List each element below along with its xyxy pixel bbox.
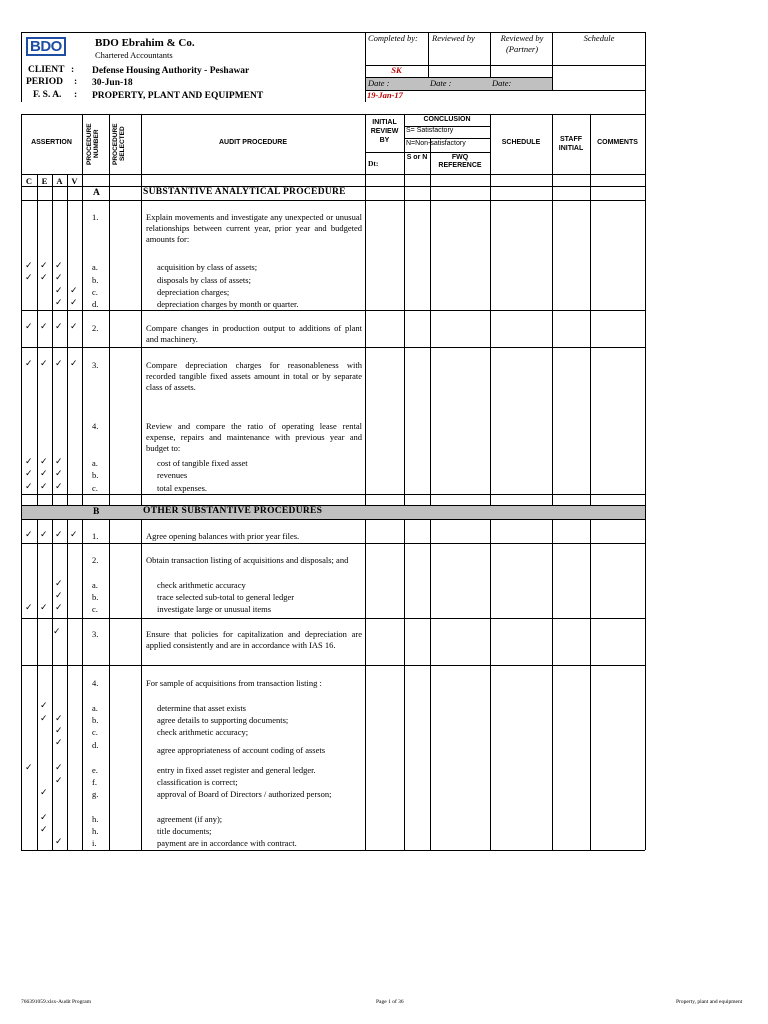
section-a-title: SUBSTANTIVE ANALYTICAL PROCEDURE — [143, 187, 346, 197]
check-mark-icon: ✓ — [55, 837, 63, 847]
non-satisfactory-legend: N=Non-satisfactory — [406, 140, 466, 147]
check-mark-icon: ✓ — [55, 579, 63, 589]
proc-b4-h2-num: h. — [92, 826, 99, 836]
procedure-selected-header: PROCEDURE SELECTED — [112, 123, 126, 165]
completed-by-label: Completed by: — [368, 33, 418, 43]
check-mark-icon: ✓ — [25, 469, 33, 479]
proc-a1-b-text: disposals by class of assets; — [157, 275, 251, 285]
proc-a1-d-text: depreciation charges by month or quarter. — [157, 299, 299, 309]
reviewed-by-label: Reviewed by — [432, 33, 475, 43]
check-mark-icon: ✓ — [40, 813, 48, 823]
proc-a4-c-num: c. — [92, 483, 98, 493]
check-mark-icon: ✓ — [40, 603, 48, 613]
check-mark-icon: ✓ — [55, 726, 63, 736]
fsa-value: PROPERTY, PLANT AND EQUIPMENT — [92, 91, 264, 101]
proc-b3-text: Ensure that policies for capitalization and depreciation are applied consistently and are in accordance with IAS 16. — [146, 629, 362, 651]
check-mark-icon: ✓ — [40, 261, 48, 271]
proc-b1-number: 1. — [92, 531, 99, 541]
satisfactory-legend: S= Satisfactory — [406, 127, 454, 134]
proc-b4-a-text: determine that asset exists — [157, 703, 246, 713]
proc-a1-a-text: acquisition by class of assets; — [157, 262, 258, 272]
footer-page-number: Page 1 of 36 — [376, 999, 404, 1005]
proc-a1-c-num: c. — [92, 287, 98, 297]
check-mark-icon: ✓ — [70, 298, 78, 308]
assertion-a: A — [56, 176, 63, 186]
check-mark-icon: ✓ — [25, 273, 33, 283]
client-value: Defense Housing Authority - Peshawar — [92, 66, 250, 76]
proc-b4-f-num: f. — [92, 777, 97, 787]
proc-a2-text: Compare changes in production output to additions of plant and machinery. — [146, 323, 362, 345]
conclusion-header: CONCLUSION — [423, 116, 471, 123]
proc-b4-h-num: h. — [92, 814, 99, 824]
proc-b4-e-text: entry in fixed asset register and general ledger. — [157, 765, 316, 775]
proc-a1-a-num: a. — [92, 262, 98, 272]
proc-a4-a-text: cost of tangible fixed asset — [157, 458, 248, 468]
proc-a1-b-num: b. — [92, 275, 99, 285]
proc-a4-number: 4. — [92, 421, 99, 431]
check-mark-icon: ✓ — [25, 261, 33, 271]
check-mark-icon: ✓ — [55, 603, 63, 613]
fsa-label: F. S. A. — [33, 90, 62, 100]
bdo-logo: BDO — [26, 37, 66, 56]
schedule-label: Schedule — [583, 33, 615, 43]
proc-a3-number: 3. — [92, 360, 99, 370]
check-mark-icon: ✓ — [55, 322, 63, 332]
period-colon: : — [74, 77, 78, 87]
check-mark-icon: ✓ — [25, 457, 33, 467]
check-mark-icon: ✓ — [25, 322, 33, 332]
check-mark-icon: ✓ — [25, 359, 33, 369]
proc-b2-number: 2. — [92, 555, 99, 565]
date-label-2: Date : — [430, 78, 452, 88]
proc-b4-c-text: check arithmetic accuracy; — [157, 727, 249, 737]
proc-a4-b-text: revenues — [157, 470, 188, 480]
check-mark-icon: ✓ — [70, 530, 78, 540]
schedule-header: SCHEDULE — [501, 139, 541, 146]
check-mark-icon: ✓ — [40, 457, 48, 467]
proc-b3-number: 3. — [92, 629, 99, 639]
check-mark-icon: ✓ — [40, 825, 48, 835]
check-mark-icon: ✓ — [70, 359, 78, 369]
proc-b4-i-text: payment are in accordance with contract. — [157, 838, 297, 848]
proc-a1-text: Explain movements and investigate any unexpected or unusual relationships between current year, prior year and budgeted amounts for: — [146, 212, 362, 245]
proc-b2-c-text: investigate large or unusual items — [157, 604, 272, 614]
proc-b1-text: Agree opening balances with prior year files. — [146, 531, 300, 541]
check-mark-icon: ✓ — [40, 482, 48, 492]
procedure-number-header: PROCEDURE NUMBER — [86, 123, 100, 165]
proc-b2-b-num: b. — [92, 592, 99, 602]
proc-b4-a-num: a. — [92, 703, 98, 713]
initial-review-header: INITIAL REVIEW BY — [370, 119, 399, 144]
proc-b2-b-text: trace selected sub-total to general ledger — [157, 592, 295, 602]
proc-b4-h2-text: title documents; — [157, 826, 212, 836]
proc-a4-c-text: total expenses. — [157, 483, 208, 493]
proc-b4-d-num: d. — [92, 740, 99, 750]
proc-a4-b-num: b. — [92, 470, 99, 480]
check-mark-icon: ✓ — [55, 469, 63, 479]
proc-a4-a-num: a. — [92, 458, 98, 468]
section-a-letter: A — [93, 188, 100, 198]
check-mark-icon: ✓ — [70, 322, 78, 332]
fsa-colon: : — [74, 90, 78, 100]
section-b-title: OTHER SUBSTANTIVE PROCEDURES — [143, 506, 323, 516]
initials: SK — [391, 65, 402, 75]
audit-procedure-header: AUDIT PROCEDURE — [218, 139, 288, 146]
check-mark-icon: ✓ — [55, 530, 63, 540]
comments-header: COMMENTS — [597, 139, 638, 146]
assertion-e: E — [41, 176, 48, 186]
proc-a4-text: Review and compare the ratio of operating lease rental expense, repairs and maintenance with previous year and budget to: — [146, 421, 362, 454]
dt-label: Dt: — [368, 159, 379, 168]
proc-a1-d-num: d. — [92, 299, 99, 309]
assertion-v: V — [71, 176, 78, 186]
check-mark-icon: ✓ — [40, 714, 48, 724]
proc-b4-c-num: c. — [92, 727, 98, 737]
check-mark-icon: ✓ — [40, 273, 48, 283]
proc-b2-a-num: a. — [92, 580, 98, 590]
proc-a1-c-text: depreciation charges; — [157, 287, 230, 297]
check-mark-icon: ✓ — [25, 530, 33, 540]
client-label: CLIENT — [28, 65, 65, 75]
section-b-letter: B — [93, 507, 100, 517]
proc-b4-e-num: e. — [92, 765, 98, 775]
check-mark-icon: ✓ — [55, 482, 63, 492]
proc-b4-g-num: g. — [92, 789, 99, 799]
assertion-c: C — [25, 176, 33, 186]
proc-b4-number: 4. — [92, 678, 99, 688]
check-mark-icon: ✓ — [55, 457, 63, 467]
firm-subtitle: Chartered Accountants — [95, 50, 173, 60]
proc-b4-b-num: b. — [92, 715, 99, 725]
check-mark-icon: ✓ — [55, 714, 63, 724]
footer-section-name: Property, plant and equipment — [676, 999, 743, 1005]
date-label-1: Date : — [368, 78, 390, 88]
check-mark-icon: ✓ — [55, 261, 63, 271]
signoff-date: 19-Jan-17 — [367, 90, 403, 100]
check-mark-icon: ✓ — [25, 763, 33, 773]
check-mark-icon: ✓ — [25, 482, 33, 492]
check-mark-icon: ✓ — [40, 469, 48, 479]
proc-b4-h-text: agreement (if any); — [157, 814, 223, 824]
s-or-n-header: S or N — [406, 154, 428, 161]
proc-b4-d-text: agree appropriateness of account coding of assets — [157, 745, 326, 755]
proc-b4-b-text: agree details to supporting documents; — [157, 715, 289, 725]
check-mark-icon: ✓ — [55, 776, 63, 786]
proc-a3-text: Compare depreciation charges for reasonableness with recorded tangible fixed assets amount in total or by separate class of assets. — [146, 360, 362, 393]
reviewed-by-partner-label: Reviewed by (Partner) — [500, 33, 544, 54]
check-mark-icon: ✓ — [40, 322, 48, 332]
proc-b4-g-text: approval of Board of Directors / authorized person; — [157, 789, 332, 799]
footer-filename: 766391059.xlsx-Audit Program — [21, 999, 91, 1005]
check-mark-icon: ✓ — [55, 298, 63, 308]
proc-b2-a-text: check arithmetic accuracy — [157, 580, 246, 590]
proc-a1-number: 1. — [92, 212, 99, 222]
check-mark-icon: ✓ — [40, 530, 48, 540]
check-mark-icon: ✓ — [55, 273, 63, 283]
period-label: PERIOD — [26, 77, 63, 87]
proc-b4-text: For sample of acquisitions from transaction listing : — [146, 678, 322, 688]
fwq-reference-header: FWQ REFERENCE — [438, 154, 482, 169]
check-mark-icon: ✓ — [40, 788, 48, 798]
check-mark-icon: ✓ — [53, 627, 61, 637]
check-mark-icon: ✓ — [70, 286, 78, 296]
proc-b4-i-num: i. — [92, 838, 97, 848]
check-mark-icon: ✓ — [25, 603, 33, 613]
date-label-3: Date: — [492, 78, 512, 88]
firm-name: BDO Ebrahim & Co. — [95, 37, 195, 49]
proc-b2-c-num: c. — [92, 604, 98, 614]
check-mark-icon: ✓ — [40, 701, 48, 711]
proc-b2-text: Obtain transaction listing of acquisitions and disposals; and — [146, 555, 349, 565]
proc-b4-f-text: classification is correct; — [157, 777, 238, 787]
client-colon: : — [71, 65, 75, 75]
check-mark-icon: ✓ — [55, 286, 63, 296]
proc-a2-number: 2. — [92, 323, 99, 333]
check-mark-icon: ✓ — [55, 591, 63, 601]
check-mark-icon: ✓ — [55, 738, 63, 748]
period-value: 30-Jun-18 — [92, 78, 133, 88]
check-mark-icon: ✓ — [55, 763, 63, 773]
check-mark-icon: ✓ — [40, 359, 48, 369]
assertion-header: ASSERTION — [31, 139, 72, 146]
staff-initial-header: STAFF INITIAL — [558, 136, 584, 152]
check-mark-icon: ✓ — [55, 359, 63, 369]
